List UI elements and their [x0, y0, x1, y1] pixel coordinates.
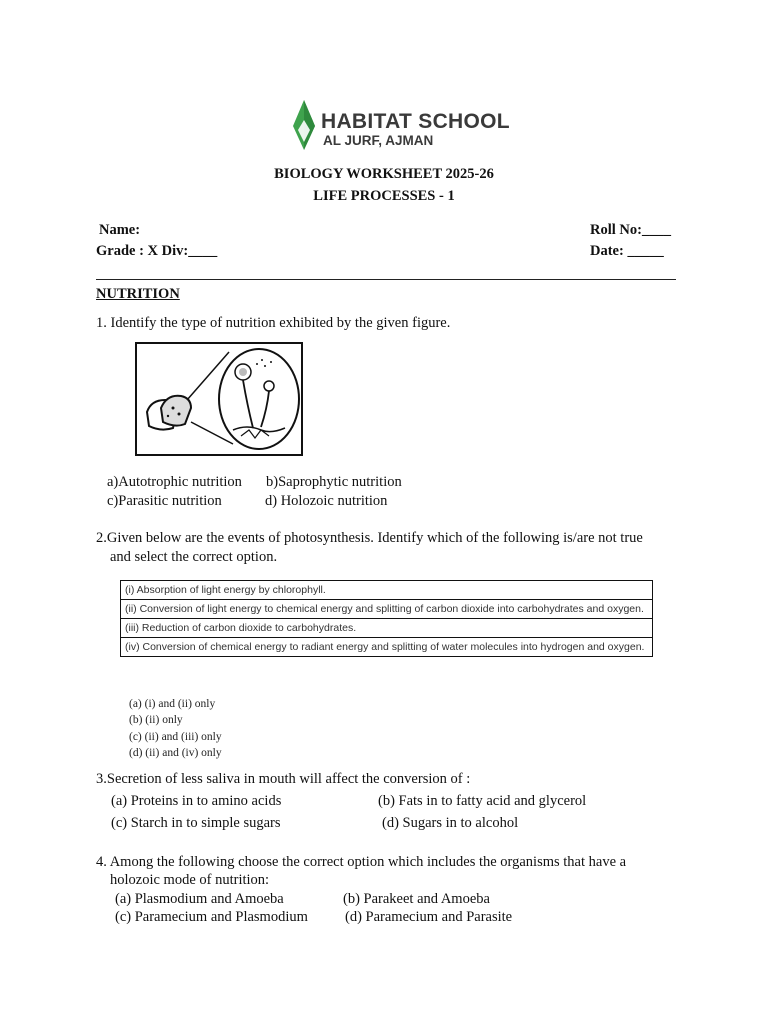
question-1-option-c: c)Parasitic nutrition — [107, 493, 222, 509]
question-2-option-d: (d) (ii) and (iv) only — [129, 747, 222, 759]
question-3-option-a: (a) Proteins in to amino acids — [111, 793, 282, 809]
event-cell: (i) Absorption of light energy by chlorophyll. — [121, 581, 653, 600]
leaf-crystal-logo-icon — [290, 98, 318, 154]
table-row — [121, 619, 653, 638]
question-1-prompt: 1. Identify the type of nutrition exhibited by the given figure. — [96, 315, 451, 331]
date-label: Date: _____ — [590, 243, 664, 259]
question-1-option-a: a)Autotrophic nutrition — [107, 474, 242, 490]
grade-label: Grade : X Div:____ — [96, 243, 218, 259]
table-row — [121, 581, 653, 600]
school-name: HABITAT SCHOOL — [321, 110, 510, 133]
question-3-prompt: 3.Secretion of less saliva in mouth will affect the conversion of : — [96, 771, 471, 787]
school-logo — [290, 98, 510, 154]
table-row — [121, 638, 653, 657]
question-4-option-d: (d) Paramecium and Parasite — [345, 909, 513, 925]
name-label: Name: — [99, 222, 141, 238]
question-4-option-c: (c) Paramecium and Plasmodium — [115, 909, 308, 925]
question-4-prompt-line-2: holozoic mode of nutrition: — [110, 872, 270, 888]
event-cell: (iii) Reduction of carbon dioxide to carbohydrates. — [121, 619, 653, 638]
question-2-prompt-line-1: 2.Given below are the events of photosynthesis. Identify which of the following is/are not true — [96, 530, 643, 546]
worksheet-title: BIOLOGY WORKSHEET 2025-26 — [274, 166, 494, 182]
question-2-option-b: (b) (ii) only — [129, 714, 183, 726]
school-location: AL JURF, AJMAN — [323, 133, 434, 148]
question-3-option-c: (c) Starch in to simple sugars — [111, 815, 281, 831]
question-2-option-c: (c) (ii) and (iii) only — [129, 731, 222, 743]
question-4-prompt-line-1: 4. Among the following choose the correct option which includes the organisms that have a — [96, 854, 627, 870]
divider-line — [96, 279, 676, 280]
bread-mould-illustration — [135, 342, 303, 456]
question-2-prompt-line-2: and select the correct option. — [110, 549, 278, 565]
question-4-option-b: (b) Parakeet and Amoeba — [343, 891, 490, 907]
question-3-option-d: (d) Sugars in to alcohol — [382, 815, 519, 831]
event-cell: (ii) Conversion of light energy to chemical energy and splitting of carbon dioxide into carbohydrates and oxygen. — [121, 600, 653, 619]
question-1-option-d: d) Holozoic nutrition — [265, 493, 388, 509]
event-cell: (iv) Conversion of chemical energy to radiant energy and splitting of water molecules into hydrogen and oxygen. — [121, 638, 653, 657]
question-4-option-a: (a) Plasmodium and Amoeba — [115, 891, 284, 907]
section-heading: NUTRITION — [96, 286, 180, 302]
worksheet-subtitle: LIFE PROCESSES - 1 — [313, 188, 455, 204]
question-3-option-b: (b) Fats in to fatty acid and glycerol — [378, 793, 587, 809]
table-row — [121, 600, 653, 619]
question-2-option-a: (a) (i) and (ii) only — [129, 698, 216, 710]
question-1-option-b: b)Saprophytic nutrition — [266, 474, 402, 490]
photosynthesis-events-table — [120, 580, 653, 657]
roll-number-label: Roll No:____ — [590, 222, 671, 238]
